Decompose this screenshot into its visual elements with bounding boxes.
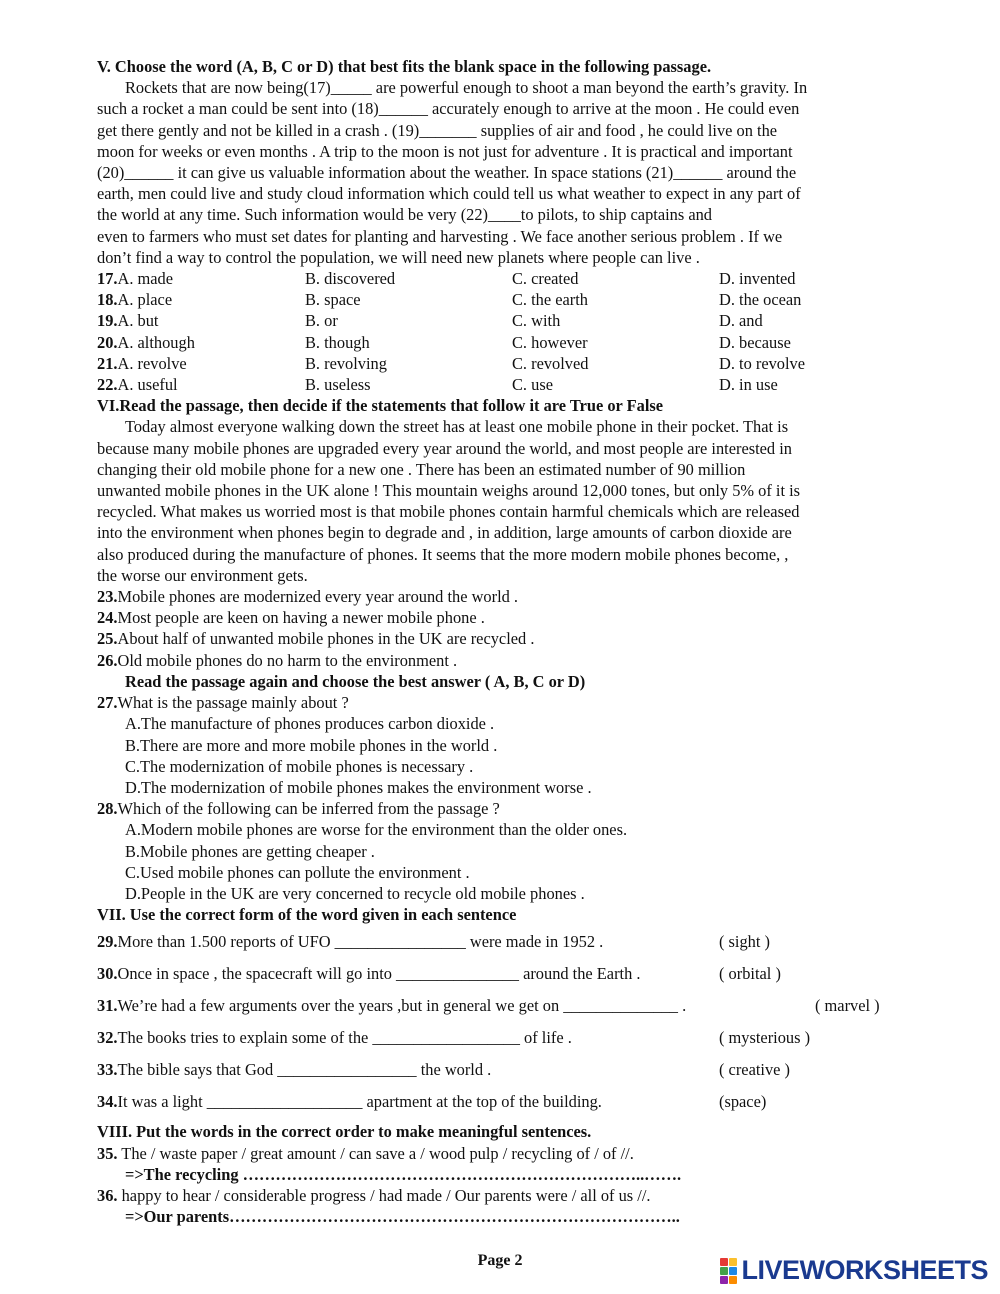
word-form-items [97, 925, 897, 1117]
section-7-heading: VII. Use the correct form of the word given in each sentence [97, 905, 517, 925]
question-number: 24. [97, 608, 118, 628]
logo-text: LIVEWORKSHEETS [741, 1255, 988, 1285]
section-5-passage [97, 77, 897, 268]
word-hint: ( orbital ) [719, 963, 781, 983]
choice-b[interactable]: B.Mobile phones are getting cheaper . [125, 841, 375, 861]
sentence-with-blank[interactable]: It was a light ___________________ apartment at the top of the building. [117, 1091, 602, 1111]
answer-line-36[interactable]: =>Our parents……………………………………………………………………….. [125, 1207, 680, 1227]
choice-a[interactable]: A.The manufacture of phones produces carbon dioxide . [125, 714, 495, 734]
passage-line: recycled. What makes us worried most is that mobile phones contain harmful chemicals which are released [97, 502, 800, 522]
passage-line: such a rocket a man could be sent into (18)______ accurately enough to arrive at the moon . He could even [97, 99, 800, 119]
passage-line: because many mobile phones are upgraded every year around the world, and most people are interested in [97, 438, 792, 458]
statement-text: Most people are keen on having a newer mobile phone . [117, 608, 485, 628]
option-row-20 [97, 332, 897, 353]
sentence-with-blank[interactable]: The books tries to explain some of the __________________ of life . [117, 1027, 572, 1047]
passage-line: Rockets that are now being(17)_____ are powerful enough to shoot a man beyond the earth’s gravity. In [125, 78, 808, 98]
statement-text: Mobile phones are modernized every year around the world . [117, 587, 519, 607]
option-c[interactable]: C. with [512, 311, 561, 331]
option-row-19 [97, 310, 897, 331]
option-b[interactable]: B. useless [305, 375, 371, 395]
option-d[interactable]: D. to revolve [719, 353, 806, 373]
question-number: 17. [97, 269, 118, 289]
question-number: 23. [97, 587, 118, 607]
word-hint: ( creative ) [719, 1059, 790, 1079]
page-number: Page 2 [477, 1252, 523, 1269]
option-row-18 [97, 289, 897, 310]
option-c[interactable]: C. created [512, 269, 579, 289]
word-chunks: happy to hear / considerable progress / had made / Our parents were / all of us //. [117, 1185, 651, 1205]
passage-line: earth, men could live and study cloud information which could tell us what weather to expect in any part of [97, 184, 801, 204]
word-form-30 [97, 957, 897, 989]
word-form-31 [97, 989, 897, 1021]
option-d[interactable]: D. the ocean [719, 290, 802, 310]
question-27 [97, 692, 897, 798]
passage-line: get there gently and not be killed in a crash . (19)_______ supplies of air and food , he could live on the [97, 120, 778, 140]
choice-c[interactable]: C.Used mobile phones can pollute the environment . [125, 862, 470, 882]
passage-line: don’t find a way to control the population, we will need new planets where people can live . [97, 247, 700, 267]
word-form-34 [97, 1085, 897, 1117]
option-b[interactable]: B. or [305, 311, 338, 331]
question-number: 26. [97, 650, 118, 670]
option-c[interactable]: C. the earth [512, 290, 589, 310]
choice-c[interactable]: C.The modernization of mobile phones is necessary . [125, 756, 474, 776]
question-number: 31. [97, 995, 118, 1015]
passage-line: the worse our environment gets. [97, 565, 308, 585]
question-number: 34. [97, 1091, 118, 1111]
statement-25[interactable] [97, 628, 897, 649]
option-a[interactable]: A. useful [117, 375, 178, 395]
option-c[interactable]: C. however [512, 332, 588, 352]
true-false-statements [97, 586, 897, 671]
question-number: 30. [97, 963, 118, 983]
passage-line: into the environment when phones begin to degrade and , in addition, large amounts of carbon dioxide are [97, 523, 792, 543]
choice-d[interactable]: D.The modernization of mobile phones makes the environment worse . [125, 777, 592, 797]
question-number: 32. [97, 1027, 118, 1047]
answer-line-35[interactable]: =>The recycling ………………………………………………………………..……. [125, 1164, 682, 1184]
option-b[interactable]: B. revolving [305, 353, 387, 373]
word-hint: ( marvel ) [815, 995, 880, 1015]
option-b[interactable]: B. discovered [305, 269, 396, 289]
choice-a[interactable]: A.Modern mobile phones are worse for the environment than the older ones. [125, 820, 628, 840]
option-row-22 [97, 374, 897, 395]
section-6-heading: VI.Read the passage, then decide if the statements that follow it are True or False [97, 396, 664, 416]
sentence-with-blank[interactable]: Once in space , the spacecraft will go into _______________ around the Earth . [117, 963, 641, 983]
word-form-29 [97, 925, 897, 957]
section-6-subheading: Read the passage again and choose the best answer ( A, B, C or D) [125, 671, 586, 691]
option-row-17 [97, 268, 897, 289]
word-hint: ( sight ) [719, 931, 770, 951]
question-number: 27. [97, 693, 118, 713]
statement-text: Old mobile phones do no harm to the environment . [117, 650, 458, 670]
question-number: 25. [97, 629, 118, 649]
passage-line: even to farmers who must set dates for planting and harvesting . We face another serious problem . If we [97, 226, 783, 246]
word-form-32 [97, 1021, 897, 1053]
option-d[interactable]: D. and [719, 311, 763, 331]
liveworksheets-logo [720, 1255, 988, 1286]
word-hint: ( mysterious ) [719, 1027, 811, 1047]
passage-line: (20)______ it can give us valuable information about the weather. In space stations (21)______ around the [97, 163, 797, 183]
choice-b[interactable]: B.There are more and more mobile phones in the world . [125, 735, 498, 755]
question-text: What is the passage mainly about ? [117, 693, 349, 713]
question-number: 36. [97, 1185, 118, 1205]
question-number: 18. [97, 290, 118, 310]
question-number: 22. [97, 375, 118, 395]
statement-26[interactable] [97, 650, 897, 671]
reorder-36-prompt [97, 1185, 897, 1206]
question-number: 29. [97, 931, 118, 951]
statement-24[interactable] [97, 607, 897, 628]
option-c[interactable]: C. use [512, 375, 553, 395]
option-a[interactable]: A. place [117, 290, 173, 310]
passage-line: Today almost everyone walking down the street has at least one mobile phone in their pocket. That is [125, 417, 789, 437]
question-number: 33. [97, 1059, 118, 1079]
option-b[interactable]: B. though [305, 332, 370, 352]
mc-options [97, 268, 897, 395]
logo-icon [720, 1258, 737, 1284]
question-number: 19. [97, 311, 118, 331]
option-a[interactable]: A. but [117, 311, 159, 331]
option-d[interactable]: D. because [719, 332, 791, 352]
option-b[interactable]: B. space [305, 290, 361, 310]
question-28 [97, 798, 897, 904]
passage-line: moon for weeks or even months . A trip to the moon is not just for adventure . It is practical and important [97, 141, 793, 161]
question-number: 20. [97, 332, 118, 352]
choice-d[interactable]: D.People in the UK are very concerned to recycle old mobile phones . [125, 883, 585, 903]
question-number: 28. [97, 799, 118, 819]
question-text: Which of the following can be inferred from the passage ? [117, 799, 500, 819]
question-number: 35. [97, 1143, 118, 1163]
section-8-heading: VIII. Put the words in the correct order to make meaningful sentences. [97, 1122, 592, 1142]
word-chunks: The / waste paper / great amount / can save a / wood pulp / recycling of / of //. [117, 1143, 634, 1163]
passage-line: unwanted mobile phones in the UK alone ! This mountain weighs around 12,000 tones, but only 5% of it is [97, 481, 801, 501]
option-c[interactable]: C. revolved [512, 353, 589, 373]
statement-23[interactable] [97, 586, 897, 607]
word-hint: (space) [719, 1091, 767, 1111]
option-row-21 [97, 353, 897, 374]
word-form-33 [97, 1053, 897, 1085]
option-a[interactable]: A. although [117, 332, 195, 352]
option-a[interactable]: A. revolve [117, 353, 187, 373]
passage-line: the world at any time. Such information would be very (22)____to pilots, to ship captains and [97, 205, 712, 225]
section-5-heading: V. Choose the word (A, B, C or D) that best fits the blank space in the following passage. [97, 57, 712, 76]
passage-line: changing their old mobile phone for a new one . There has been an estimated number of 90 million [97, 459, 746, 479]
option-d[interactable]: D. in use [719, 375, 778, 395]
sentence-with-blank[interactable]: We’re had a few arguments over the years ,but in general we get on ______________ . [117, 995, 687, 1015]
reorder-35-prompt [97, 1143, 897, 1164]
sentence-with-blank[interactable]: The bible says that God _________________ the world . [117, 1059, 492, 1079]
worksheet-page [97, 56, 897, 1227]
question-number: 21. [97, 353, 118, 373]
option-d[interactable]: D. invented [719, 269, 796, 289]
option-a[interactable]: A. made [117, 269, 174, 289]
sentence-with-blank[interactable]: More than 1.500 reports of UFO ________________ were made in 1952 . [117, 931, 604, 951]
passage-line: also produced during the manufacture of phones. It seems that the more modern mobile phones become, , [97, 544, 789, 564]
statement-text: About half of unwanted mobile phones in the UK are recycled . [117, 629, 535, 649]
reorder-items [97, 1143, 897, 1228]
section-6-passage [97, 416, 897, 586]
